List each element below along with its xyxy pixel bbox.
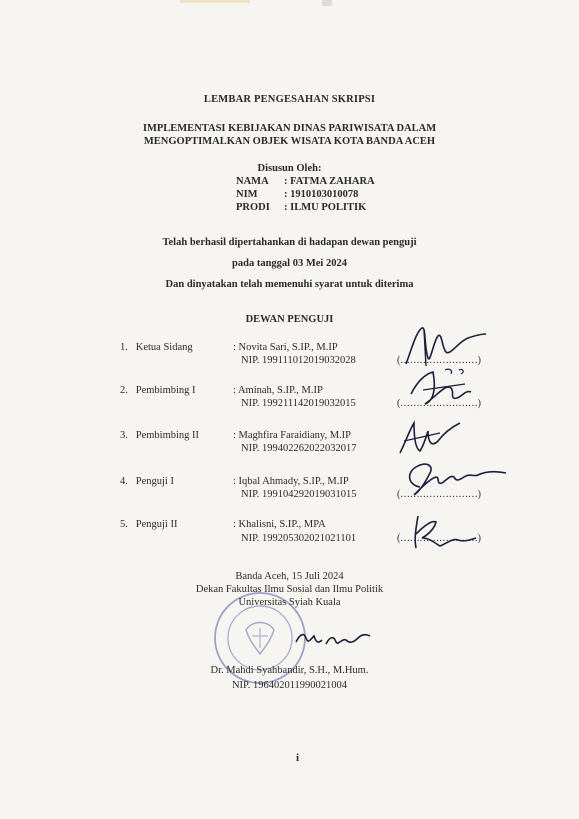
- examiner-3-role: [120, 430, 199, 441]
- student-prodi-value: : ILMU POLITIK: [284, 202, 367, 213]
- examiner-3-name: : Maghfira Faraidiany, M.IP: [233, 430, 352, 441]
- student-prodi-label: PRODI: [236, 202, 270, 213]
- examiner-1-role-text: Ketua Sidang: [135, 342, 193, 353]
- student-name-label: NAMA: [236, 176, 269, 187]
- university-name: Universitas Syiah Kuala: [238, 597, 341, 608]
- examiner-5-name: : Khalisni, S.IP., MPA: [233, 519, 326, 530]
- examiner-2-signature: [405, 364, 475, 410]
- dean-nip: NIP. 196402011990021004: [231, 680, 348, 691]
- student-nim-row: [236, 189, 358, 200]
- examiner-4-role: [120, 476, 174, 487]
- defense-statement-line-3: Dan dinyatakan telah memenuhi syarat untuk diterima: [165, 279, 414, 290]
- examiner-2-nip: NIP. 199211142019032015: [241, 398, 356, 409]
- dean-signature: [292, 622, 372, 652]
- approval-place-date: Banda Aceh, 15 Juli 2024: [235, 571, 344, 582]
- page-number: i: [296, 752, 300, 764]
- student-prodi-row: [236, 202, 366, 213]
- student-nim-value: : 1910103010078: [284, 189, 359, 200]
- thesis-title-line-1: IMPLEMENTASI KEBIJAKAN DINAS PARIWISATA DALAM: [142, 123, 437, 134]
- scan-mark-top: [180, 0, 250, 3]
- examiner-4-number: 4.: [120, 476, 128, 487]
- dean-position: Dekan Fakultas Ilmu Sosial dan Ilmu Politik: [195, 584, 384, 595]
- examiner-4-nip: NIP. 199104292019031015: [241, 489, 357, 500]
- examiner-1-nip: NIP. 199111012019032028: [241, 355, 356, 366]
- scan-mark-top-right: [322, 0, 332, 6]
- sheet-title: LEMBAR PENGESAHAN SKRIPSI: [203, 94, 376, 105]
- examiner-2-number: 2.: [120, 385, 128, 396]
- defense-date-line: pada tanggal 03 Mei 2024: [232, 258, 347, 269]
- examiner-4-signature: [400, 455, 510, 499]
- dean-name: Dr. Mahdi Syahbandir, S.H., M.Hum.: [210, 665, 369, 676]
- examiner-3-role-text: Pembimbing II: [135, 430, 200, 441]
- examiner-5-role: [120, 519, 177, 530]
- examiner-3-number: 3.: [120, 430, 128, 441]
- defense-statement-line-1: Telah berhasil dipertahankan di hadapan dewan penguji: [162, 237, 417, 248]
- examiner-3-signature: [394, 415, 464, 459]
- examiner-5-nip: NIP. 199205302021021101: [241, 533, 357, 544]
- examiner-2-name: : Aminah, S.IP., M.IP: [233, 385, 323, 396]
- examiner-3-nip: NIP. 199402262022032017: [241, 443, 357, 454]
- examiner-board-title: DEWAN PENGUJI: [245, 314, 334, 325]
- student-nim-label: NIM: [236, 189, 258, 200]
- examiner-1-number: 1.: [120, 342, 128, 353]
- examiner-5-number: 5.: [120, 519, 128, 530]
- prepared-by-label: Disusun Oleh:: [257, 163, 322, 174]
- examiner-4-signature-field: (……………………): [397, 489, 481, 500]
- student-name-row: [236, 176, 375, 187]
- examiner-5-signature-field: (……………………): [397, 533, 481, 544]
- examiner-5-role-text: Penguji II: [135, 519, 178, 530]
- examiner-4-role-text: Penguji I: [135, 476, 174, 487]
- examiner-2-role: [120, 385, 196, 396]
- examiner-2-signature-field: (……………………): [397, 398, 481, 409]
- examiner-1-signature-field: (……………………): [397, 355, 481, 366]
- examiner-1-signature: [398, 318, 488, 370]
- thesis-title-line-2: MENGOPTIMALKAN OBJEK WISATA KOTA BANDA ACEH: [143, 136, 436, 147]
- student-name-value: : FATMA ZAHARA: [284, 176, 375, 187]
- examiner-1-role: [120, 342, 193, 353]
- examiner-4-name: : Iqbal Ahmady, S.IP., M.IP: [233, 476, 349, 487]
- examiner-5-signature: [404, 508, 484, 554]
- examiner-1-name: : Novita Sari, S.IP., M.IP: [233, 342, 338, 353]
- examiner-2-role-text: Pembimbing I: [135, 385, 196, 396]
